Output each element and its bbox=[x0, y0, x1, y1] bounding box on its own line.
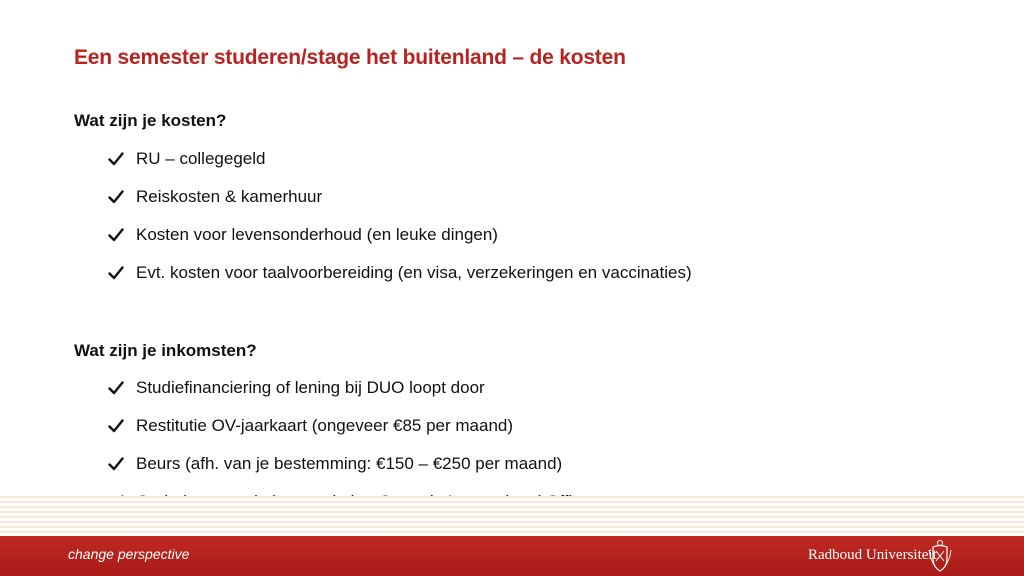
list-item-text: Restitutie OV-jaarkaart (ongeveer €85 per maand) bbox=[136, 416, 514, 435]
footer-tagline: change perspective bbox=[68, 546, 190, 562]
list-item bbox=[108, 254, 692, 292]
list-item bbox=[108, 407, 590, 445]
footer-bar bbox=[0, 536, 1024, 576]
list-item bbox=[108, 216, 692, 254]
list-item bbox=[108, 369, 590, 407]
income-heading: Wat zijn je inkomsten? bbox=[74, 341, 257, 360]
list-item bbox=[108, 178, 692, 216]
list-item-text: Reiskosten & kamerhuur bbox=[136, 187, 323, 206]
checkmark-icon bbox=[108, 228, 136, 242]
checkmark-icon bbox=[108, 152, 136, 166]
costs-heading: Wat zijn je kosten? bbox=[74, 111, 227, 130]
list-item-text: Beurs (afh. van je bestemming: €150 – €250 per maand) bbox=[136, 454, 563, 473]
list-item-text: Evt. kosten voor taalvoorbereiding (en visa, verzekeringen en vaccinaties) bbox=[136, 263, 692, 282]
slide-title: Een semester studeren/stage het buitenland – de kosten bbox=[74, 46, 626, 69]
footer-brand: Radboud Universiteit bbox=[808, 547, 937, 563]
checkmark-icon bbox=[108, 457, 136, 471]
checkmark-icon bbox=[108, 419, 136, 433]
radboud-crest-icon bbox=[926, 538, 954, 574]
checkmark-icon bbox=[108, 190, 136, 204]
list-item-text: Studiefinanciering of lening bij DUO loopt door bbox=[136, 378, 485, 397]
list-item-text: RU – collegegeld bbox=[136, 149, 266, 168]
list-item-text: Kosten voor levensonderhoud (en leuke dingen) bbox=[136, 225, 498, 244]
checkmark-icon bbox=[108, 381, 136, 395]
costs-list bbox=[108, 140, 692, 292]
list-item bbox=[108, 140, 692, 178]
footer-stripes bbox=[0, 496, 1024, 536]
list-item bbox=[108, 445, 590, 483]
checkmark-icon bbox=[108, 266, 136, 280]
